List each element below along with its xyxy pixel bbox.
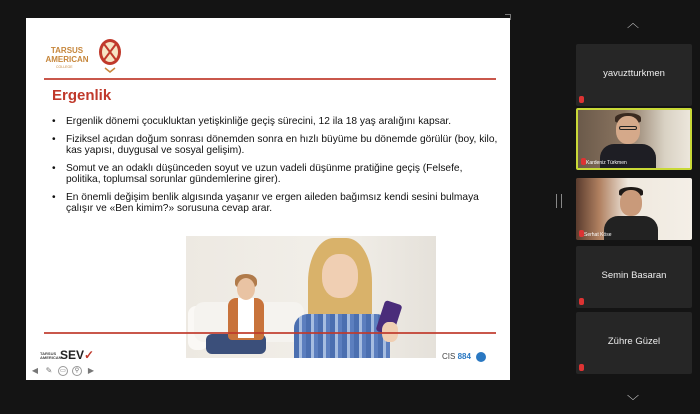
participants-panel (566, 0, 700, 414)
sev-logo-text: SEV (60, 348, 85, 362)
partner-logo (442, 352, 486, 362)
partner-logo-b: 884 (457, 352, 471, 362)
divider-top (44, 78, 496, 80)
divider-bottom (44, 332, 496, 334)
partner-globe-icon (476, 352, 486, 362)
prev-slide-icon[interactable]: ◀ (31, 366, 39, 375)
chevron-down-icon[interactable]: ﹀ (626, 394, 639, 408)
participant-tile[interactable] (576, 178, 692, 240)
college-emblem-icon (98, 38, 122, 74)
participant-name: Zühre Güzel (607, 336, 661, 347)
participant-tile[interactable] (576, 44, 692, 106)
presentation-slide (26, 18, 510, 380)
sev-logo-small: TARSUS AMERICAN (40, 350, 62, 360)
slides-icon[interactable]: ▭ (58, 366, 68, 376)
mic-muted-icon (579, 298, 584, 305)
participant-tile[interactable] (576, 246, 692, 308)
participant-name: yavuztturkmen (603, 68, 665, 79)
bullet-item: • Fiziksel açıdan doğum sonrası dönemden sonra en hızlı büyüme bu dönemde görülür (boy, kilo, kas yapısı, duygusal ve sosyal gelişim). (48, 134, 498, 157)
bullet-item: • Ergenlik dönemi çocukluktan yetişkinliğe geçiş sürecini, 12 ila 18 yaş aralığını kapsar. (48, 116, 498, 128)
next-slide-icon[interactable]: ▶ (87, 366, 95, 375)
participant-name: Kardeniz Türkmen (586, 160, 627, 166)
college-logo-sub: COLLEGE (56, 65, 73, 69)
resize-corner-icon[interactable] (505, 14, 511, 20)
participant-name: Serhat Köse (584, 232, 612, 238)
sev-logo: TARSUS AMERICANSEV✓ (40, 348, 95, 362)
splitter-handle[interactable] (556, 194, 562, 208)
bullet-item: • En önemli değişim benlik algısında yaşanır ve ergen aileden bağımsız kendi sesini bulmaya çalışır ve «Ben kimim?» sorusuna cevap arar. (48, 192, 498, 215)
chevron-up-icon[interactable]: ︿ (626, 16, 639, 30)
college-logo (42, 38, 112, 78)
slide-title: Ergenlik (52, 87, 112, 104)
participant-name: Semin Basaran (601, 270, 667, 281)
pen-icon[interactable]: ✎ (45, 366, 53, 375)
mic-muted-icon (579, 96, 584, 103)
mic-muted-icon (579, 364, 584, 371)
teen-with-phone-photo (186, 236, 436, 358)
slide-toolbar (30, 366, 96, 376)
partner-logo-a: CIS (442, 352, 456, 362)
zoom-icon[interactable]: ⚲ (72, 366, 82, 376)
bullet-list (48, 116, 498, 221)
college-logo-text: TARSUS AMERICAN (45, 46, 89, 64)
participant-tile-active[interactable] (576, 108, 692, 170)
bullet-item: • Somut ve an odaklı düşünceden soyut ve uzun vadeli düşünme pratiğine geçiş (Felsefe, politika, toplumsal sorunlar gündemlerine girer). (48, 163, 498, 186)
participant-tile[interactable] (576, 312, 692, 374)
